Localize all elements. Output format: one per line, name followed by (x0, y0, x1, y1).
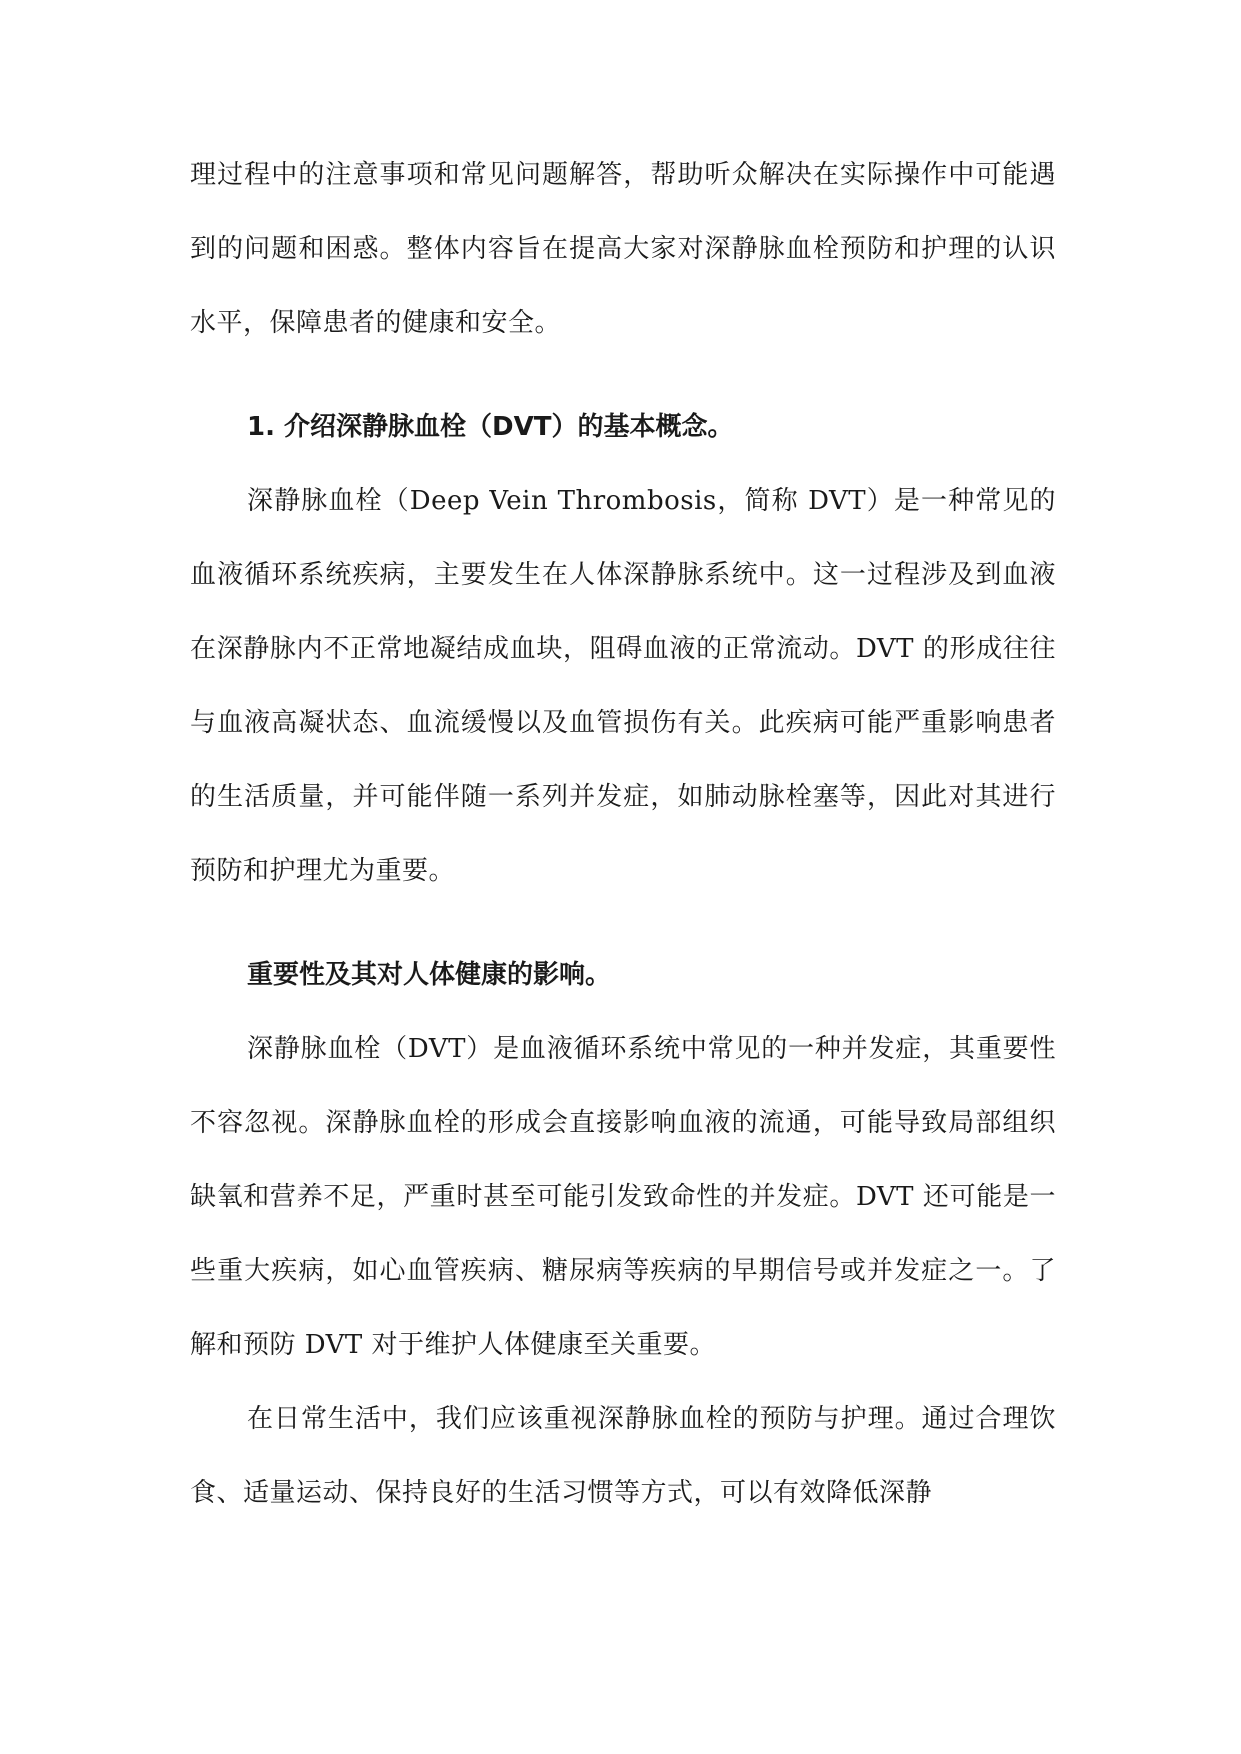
section-2-heading: 重要性及其对人体健康的影响。 (247, 960, 612, 990)
section-spacer (190, 360, 1056, 390)
section-2-paragraph-1: 深静脉血栓（DVT）是血液循环系统中常见的一种并发症，其重要性不容忽视。深静脉血栓的形成会直接影响血液的流通，可能导致局部组织缺氧和营养不足，严重时甚至可能引发致命性的并发症。DVT 还可能是一些重大疾病，如心血管疾病、糖尿病等疾病的早期信号或并发症之一。了解和预防 DVT 对于维护人体健康至关重要。 (190, 1034, 1056, 1360)
intro-paragraph: 理过程中的注意事项和常见问题解答，帮助听众解决在实际操作中可能遇到的问题和困惑。整体内容旨在提高大家对深静脉血栓预防和护理的认识水平，保障患者的健康和安全。 (190, 160, 1056, 338)
section-spacer (190, 908, 1056, 938)
section-1-paragraph: 深静脉血栓（Deep Vein Thrombosis，简称 DVT）是一种常见的血液循环系统疾病，主要发生在人体深静脉系统中。这一过程涉及到血液在深静脉内不正常地凝结成血块，阻碍血液的正常流动。DVT 的形成往往与血液高凝状态、血流缓慢以及血管损伤有关。此疾病可能严重影响患者的生活质量，并可能伴随一系列并发症，如肺动脉栓塞等，因此对其进行预防和护理尤为重要。 (190, 486, 1056, 886)
document-page (190, 138, 1056, 1530)
section-1-heading: 1. 介绍深静脉血栓（DVT）的基本概念。 (247, 412, 734, 442)
section-2-paragraph-2: 在日常生活中，我们应该重视深静脉血栓的预防与护理。通过合理饮食、适量运动、保持良好的生活习惯等方式，可以有效降低深静 (190, 1404, 1056, 1508)
